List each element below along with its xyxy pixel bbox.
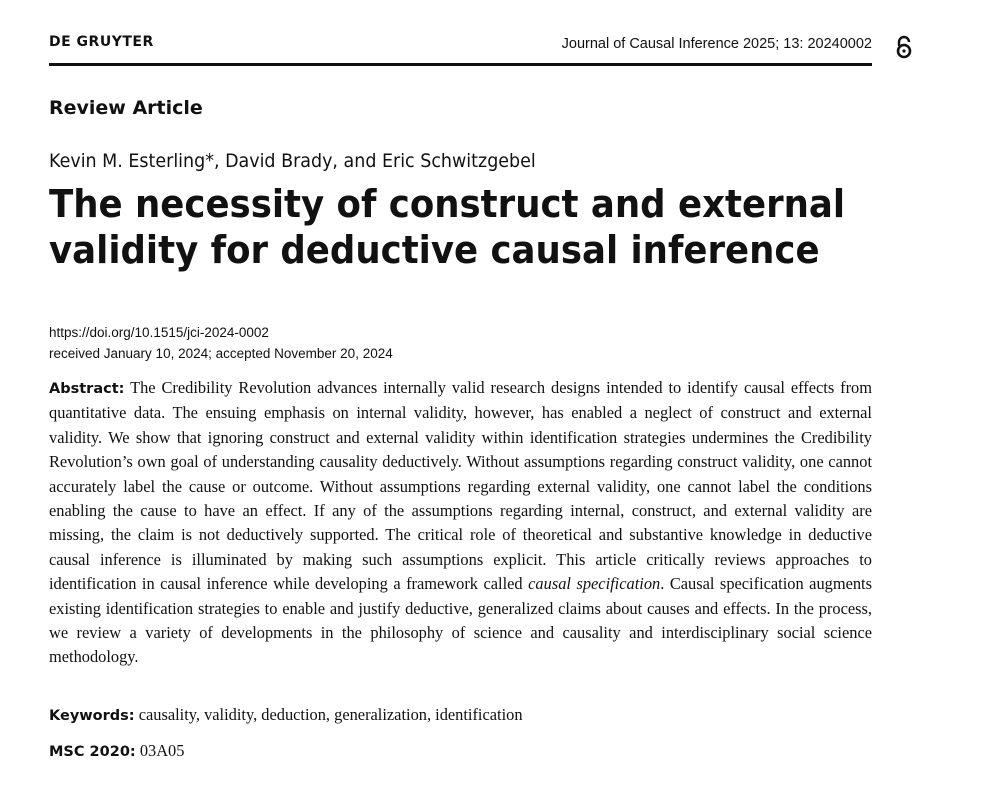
keywords-label: Keywords: <box>49 708 135 724</box>
title-line-2: validity for deductive causal inference <box>49 228 820 272</box>
doi-link[interactable]: https://doi.org/10.1515/jci-2024-0002 <box>49 325 269 340</box>
abstract-italic-term: causal specification <box>528 574 661 594</box>
article-type: Review Article <box>49 97 203 119</box>
abstract-label: Abstract: <box>49 381 125 397</box>
article-dates: received January 10, 2024; accepted November 20, 2024 <box>49 346 393 361</box>
keywords <box>49 705 523 725</box>
open-access-icon <box>894 34 914 60</box>
abstract <box>49 376 872 670</box>
msc-classification <box>49 741 184 761</box>
journal-reference: Journal of Causal Inference 2025; 13: 20240002 <box>561 36 872 52</box>
header-rule <box>49 63 872 66</box>
publisher-logo: DE GRUYTER <box>49 34 154 50</box>
keywords-value: causality, validity, deduction, generalization, identification <box>138 705 523 724</box>
abstract-text: The Credibility Revolution advances internally valid research designs intended to identify causal effects from quantitative data. The ensuing emphasis on internal validity, however, has enabled a neglect of construct and external validity. We show that ignoring construct and external validity within identification strategies undermines the Credibility Revolution’s own goal of understanding causality deductively. Without assumptions regarding construct validity, one cannot accurately label the cause or outcome. Without assumptions regarding external validity, one cannot label the conditions enabling the cause to have an effect. If any of the assumptions regarding internal, construct, and external validity are missing, the claim is not deductively supported. The critical role of theoretical and substantive knowledge in deductive causal inference is illuminated by making such assumptions explicit. This article critically reviews approaches to identification in causal inference while developing a framework called <box>49 378 872 594</box>
msc-value: 03A05 <box>139 741 185 760</box>
title-line-1: The necessity of construct and external <box>49 182 846 226</box>
abstract-text-end: . Causal specification augments existing identification strategies to enable and justify deductive, generalized claims about causes and effects. In the process, we review a variety of developments in the philosophy of science and causality and interdisciplinary social science methodology. <box>49 574 872 667</box>
article-title <box>49 181 891 273</box>
author-list: Kevin M. Esterling*, David Brady, and Eric Schwitzgebel <box>49 150 536 172</box>
msc-label: MSC 2020: <box>49 744 136 760</box>
article-meta <box>49 322 393 364</box>
